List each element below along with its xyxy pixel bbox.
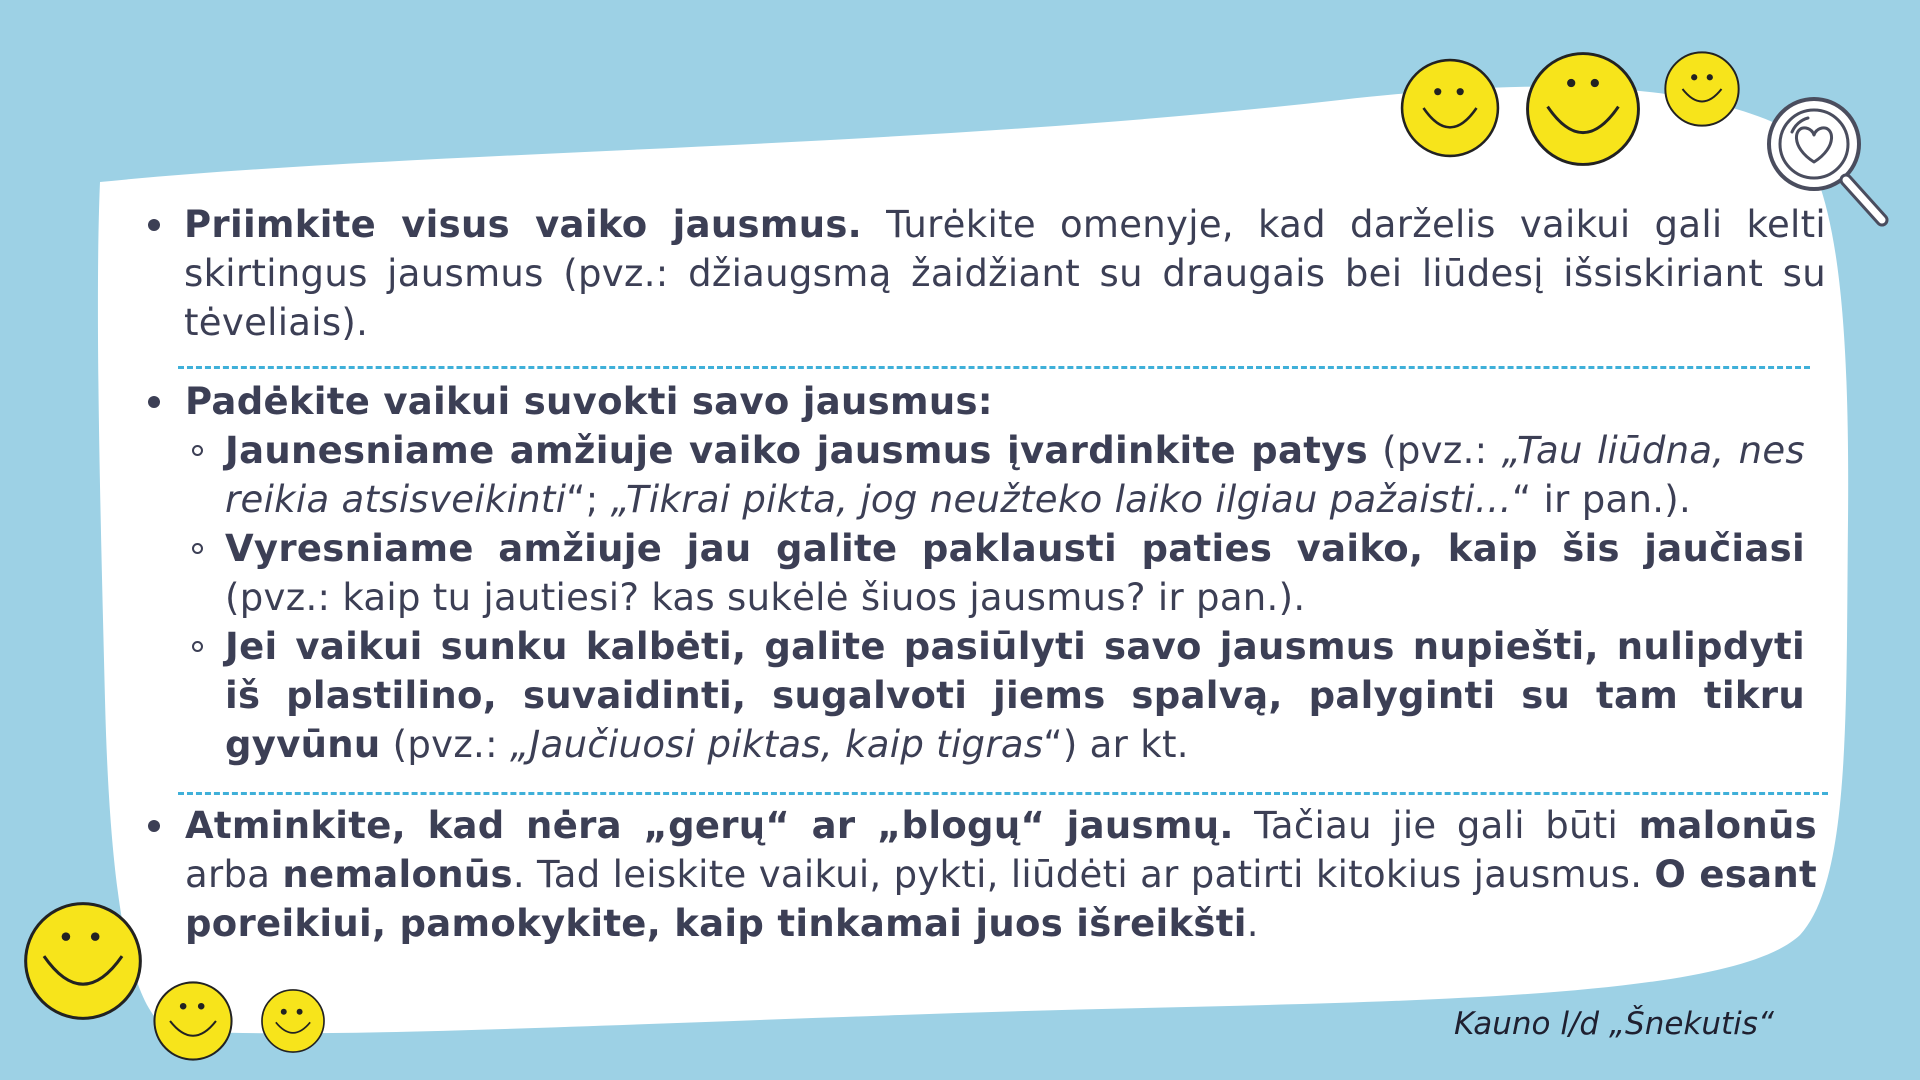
smiley-icon bbox=[260, 988, 326, 1054]
sub-bullet-item bbox=[110, 524, 1805, 622]
main-content bbox=[140, 200, 1826, 948]
sub-bullet-circle bbox=[192, 641, 203, 652]
sub-bullet-text: Vyresniame amžiuje jau galite paklausti paties vaiko, kaip šis jaučiasi (pvz.: kaip tu jautiesi? kas sukėlė šiuos jausmus? ir pan.). bbox=[225, 527, 1805, 619]
bullet-lead: Priimkite visus vaiko jausmus. bbox=[184, 203, 863, 246]
sub-bullet-circle bbox=[192, 445, 203, 456]
smiley-icon bbox=[152, 980, 234, 1062]
bullet-text: Atminkite, kad nėra „gerų“ ar „blogų“ jausmų. Tačiau jie gali būti malonūs arba nemalonūs. Tad leiskite vaikui, pykti, liūdėti ar patirti kitokius jausmus. O esant poreikiui, pamokykite, kaip tinkamai juos išreikšti. bbox=[185, 804, 1817, 945]
footer-credit: Kauno l/d „Šnekutis“ bbox=[1454, 1006, 1774, 1042]
bullet-text bbox=[184, 200, 1826, 347]
sub-bullet-text: Jei vaikui sunku kalbėti, galite pasiūlyti savo jausmus nupiešti, nulipdyti iš plastilino, suvaidinti, sugalvoti jiems spalvą, palyginti su tam tikru gyvūnu (pvz.: „Jaučiuosi piktas, kaip tigras“) ar kt. bbox=[225, 625, 1805, 766]
dashed-separator bbox=[178, 366, 1810, 369]
sub-bullet-item bbox=[110, 426, 1805, 524]
smiley-icon bbox=[1524, 50, 1642, 168]
sub-bullet-circle bbox=[192, 543, 203, 554]
bullet-item bbox=[140, 200, 1826, 347]
sub-bullet-item bbox=[110, 622, 1805, 769]
bullet-disc bbox=[148, 219, 160, 231]
sub-bullet-text: Jaunesniame amžiuje vaiko jausmus įvardinkite patys (pvz.: „Tau liūdna, nes reikia atsisveikinti“; „Tikrai pikta, jog neužteko laiko ilgiau pažaisti…“ ir pan.). bbox=[225, 429, 1805, 521]
bullet-disc bbox=[148, 396, 160, 408]
bullet-item bbox=[140, 801, 1817, 948]
bullet-body: Turėkite omenyje, kad darželis vaikui gali kelti skirtingus jausmus (pvz.: džiaugsmą žaidžiant su draugais bei liūdesį išsiskiriant su tėveliais). bbox=[184, 203, 1826, 344]
bullet-item bbox=[140, 377, 1800, 426]
smiley-icon bbox=[22, 900, 144, 1022]
section-heading: Padėkite vaikui suvokti savo jausmus: bbox=[185, 380, 993, 423]
smiley-icon bbox=[1399, 57, 1501, 159]
dashed-separator bbox=[178, 792, 1828, 795]
bullet-disc bbox=[148, 820, 160, 832]
smiley-icon bbox=[1663, 50, 1741, 128]
